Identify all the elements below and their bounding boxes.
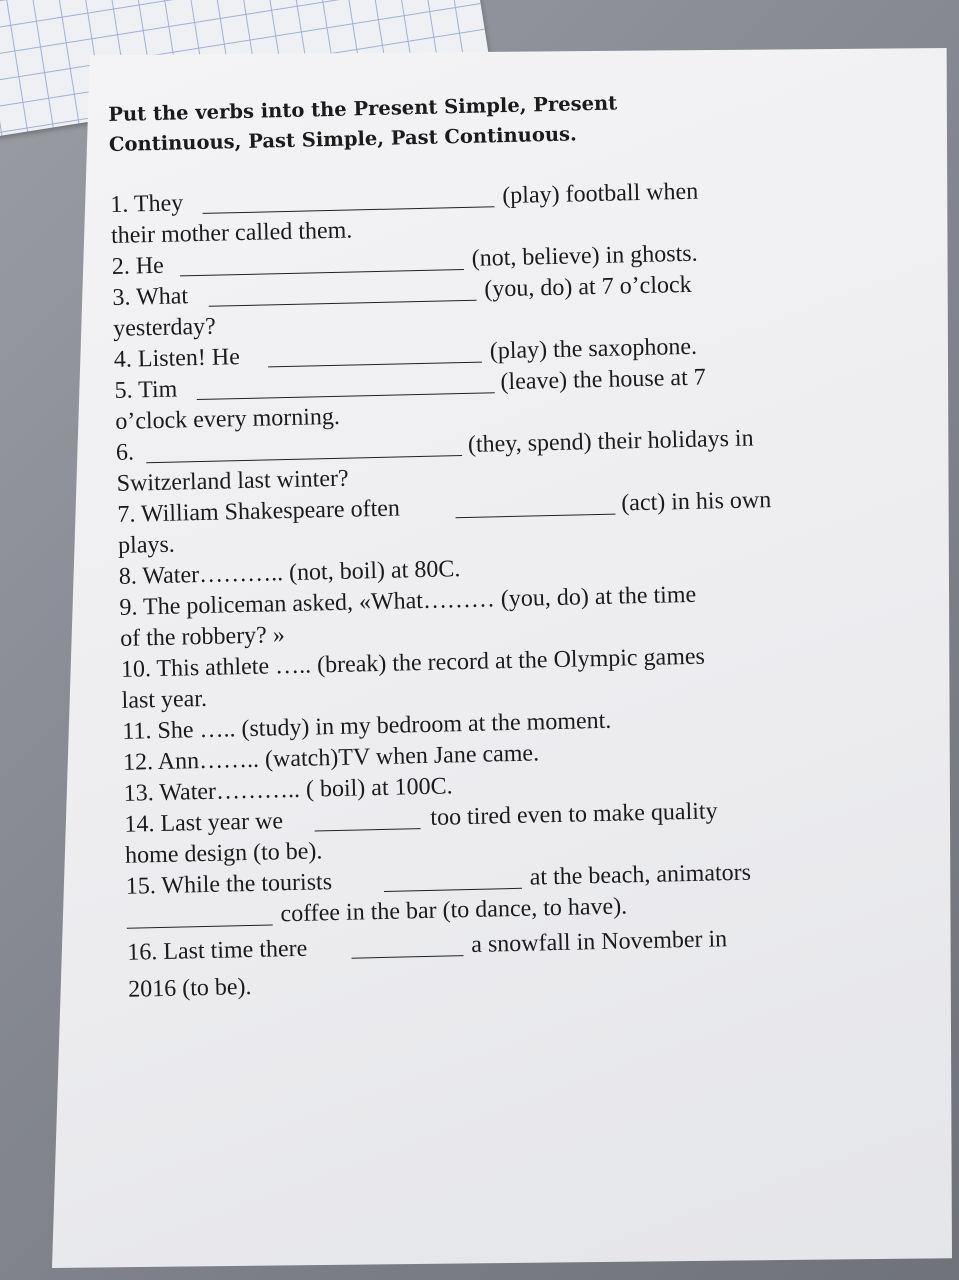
exercise-text: 2. He <box>111 252 165 280</box>
exercise-text: 15. While the tourists <box>125 869 333 900</box>
exercise-text: 9. The policeman asked, «What……… (you, do) at the time <box>119 581 697 621</box>
exercise-text: o’clock every morning. <box>115 403 341 435</box>
exercise-text: 5. Tim <box>114 376 178 404</box>
exercise-text: their mother called them. <box>110 217 353 249</box>
exercise-text: 6. <box>115 439 135 466</box>
exercise-text: 16. Last time there <box>127 935 308 966</box>
answer-blank[interactable] <box>314 803 421 831</box>
exercise-text: 11. She ….. (study) in my bedroom at the moment. <box>122 707 612 745</box>
answer-blank[interactable] <box>202 181 495 214</box>
exercise-text: (they, spend) their holidays in <box>467 425 754 458</box>
answer-blank[interactable] <box>179 244 464 276</box>
exercise-text: of the robbery? » <box>119 622 286 652</box>
exercise-text: 7. William Shakespeare often <box>117 495 401 528</box>
exercise-text: at the beach, animators <box>529 859 752 891</box>
exercise-text: (act) in his own <box>620 487 772 517</box>
exercise-text: plays. <box>117 531 176 559</box>
exercise-text: 1. They <box>110 190 184 218</box>
exercise-text: (play) football when <box>501 178 699 210</box>
exercise-text: 3. What <box>112 283 189 311</box>
exercise-text: home design (to be). <box>124 838 323 869</box>
exercise-text: Switzerland last winter? <box>116 465 349 497</box>
worksheet-content <box>108 84 828 1006</box>
exercise-text: yesterday? <box>112 313 217 342</box>
answer-blank[interactable] <box>126 899 273 928</box>
exercise-text: 10. This athlete ….. (break) the record at the Olympic games <box>120 643 706 683</box>
exercise-text: 4. Listen! He <box>113 344 241 373</box>
worksheet-title: Put the verbs into the Present Simple, Present Continuous, Past Simple, Past Continuous. <box>108 91 618 156</box>
exercise-text: 14. Last year we <box>124 808 284 838</box>
exercise-text: coffee in the bar (to dance, to have). <box>280 893 628 928</box>
exercise-text: (you, do) at 7 o’clock <box>484 271 692 303</box>
exercise-text: (not, believe) in ghosts. <box>471 240 698 272</box>
answer-blank[interactable] <box>208 275 477 307</box>
exercise-text: (play) the saxophone. <box>489 333 698 365</box>
answer-blank[interactable] <box>351 930 464 959</box>
exercise-text: 12. Ann…….. (watch)TV when Jane came. <box>122 740 540 776</box>
answer-blank[interactable] <box>268 337 483 368</box>
answer-blank[interactable] <box>196 367 495 400</box>
exercise-text: 2016 (to be). <box>127 973 252 1003</box>
exercise-text: (leave) the house at 7 <box>500 364 706 396</box>
answer-blank[interactable] <box>383 863 522 892</box>
exercise-text: too tired even to make quality <box>430 798 718 831</box>
exercise-text: 13. Water……….. ( boil) at 100C. <box>123 773 453 807</box>
exercise-text: last year. <box>121 685 208 714</box>
exercise-text: a snowfall in November in <box>470 926 728 958</box>
exercise-text: 8. Water……….. (not, boil) at 80C. <box>118 556 461 590</box>
answer-blank[interactable] <box>455 489 616 519</box>
